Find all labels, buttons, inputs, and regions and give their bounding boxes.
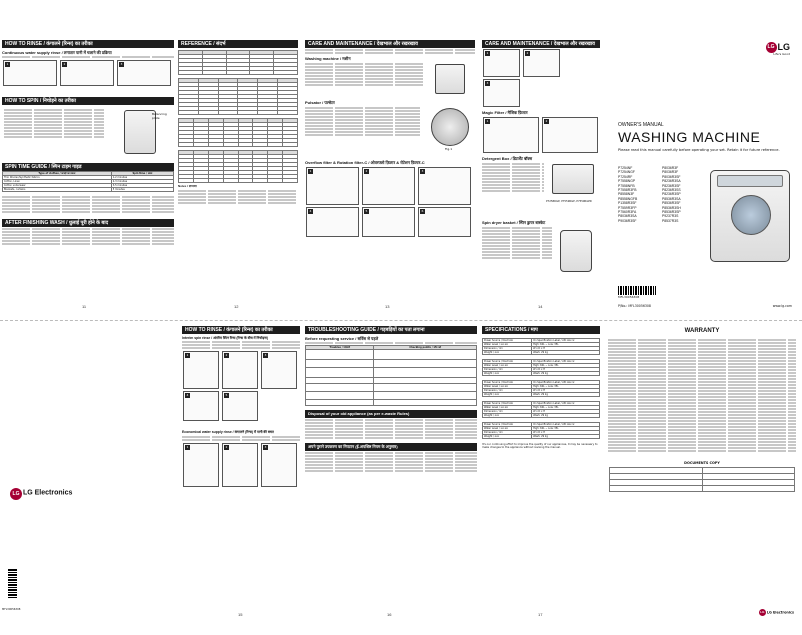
filter-step-1: 1	[306, 167, 359, 205]
model-number: P8537R3S	[662, 218, 679, 223]
spec-value: W x D x H	[532, 410, 600, 414]
model-number: P8236R3SA	[662, 179, 681, 184]
documents-copy-title: DOCUMENTS COPY	[684, 460, 720, 465]
care-step-1: 1	[483, 49, 520, 77]
econ-step-1: 1	[183, 443, 219, 487]
spec-value: High: 60L ~ Low: 35L	[532, 364, 600, 368]
models-col-2	[662, 166, 681, 223]
rinse-step-2: 2	[60, 60, 114, 86]
model-number: P7254NGF	[618, 170, 635, 175]
model-number: P7558R3FB	[618, 188, 637, 193]
spin-time-cell: 3-5 minutes	[111, 184, 173, 188]
after-finishing-header: AFTER FINISHING WASH / धुलाई पूरी होने के बाद	[2, 219, 174, 227]
filter-step-6: 6	[418, 207, 471, 237]
spec-label: Weight / वजन	[483, 351, 532, 355]
spec-value: High: 60L ~ Low: 35L	[532, 343, 600, 347]
lg-logo-mark-3: LG	[760, 610, 765, 614]
econ-step-2: 2	[222, 443, 258, 487]
model-number: P8558NGFB	[618, 196, 638, 201]
overflow-filter-title: Overflow filter & Rotation filter-C / ओवरफ्लो फ़िल्टर & रोटेशन फ़िल्टर-C	[305, 160, 425, 165]
spec-row	[483, 351, 600, 355]
spec-value: On Specification Label / ब्यौरे लेबल पर	[532, 339, 600, 343]
spin-time-header: SPIN TIME GUIDE / स्पिन टाइम गाइड	[2, 163, 174, 171]
lg-electronics-footer	[759, 609, 794, 616]
interim-step-3: 3	[261, 351, 297, 389]
spin-time-cell: Type of clothes / कपड़ों का प्रकार	[3, 172, 112, 176]
care-header-2: CARE AND MAINTENANCE / देखभाल और रखरखाव	[482, 40, 600, 48]
spec-row	[483, 414, 600, 418]
spin-time-cell: Thin Woolen/Synthetic fabrics	[3, 176, 112, 180]
spec-value: W x D x H	[532, 368, 600, 372]
troubleshooting-table	[305, 345, 477, 406]
spin-time-cell: Cotton underwear	[3, 184, 112, 188]
spin-time-cell: Blankets, curtains	[3, 188, 112, 192]
spec-label: Dimension / माप	[483, 368, 532, 372]
spec-value: High: 60L ~ Low: 35L	[532, 385, 600, 389]
model-number: P8558N3F	[618, 192, 635, 197]
model-number: P9036R3SF	[618, 218, 637, 223]
model-number: P8536R3SP	[662, 210, 681, 215]
balancing-plate-label: Balancing plate	[152, 112, 167, 120]
spec-row	[483, 393, 600, 397]
spin-time-cell: 2-3 minutes	[111, 180, 173, 184]
model-number: P7558NGP	[618, 179, 636, 184]
page-15	[182, 326, 300, 620]
warranty-form	[609, 467, 795, 492]
spec-label: Weight / वजन	[483, 393, 532, 397]
filter-step-3: 3	[418, 167, 471, 205]
spec-value: High: 60L ~ Low: 35L	[532, 427, 600, 431]
spec-value: Wash: 29 kg	[532, 372, 600, 376]
spec-value: On Specification Label / ब्यौरे लेबल पर	[532, 360, 600, 364]
page-number: 17	[538, 612, 543, 617]
control-panel	[717, 175, 783, 187]
spin-time-cell: 1-2 minutes	[111, 176, 173, 180]
model-number: P7559R3FP	[618, 205, 637, 210]
page-number: 13	[385, 304, 390, 309]
washing-machine-title: Washing machine / मशीन	[305, 56, 351, 61]
spec-value: On Specification Label / ब्यौरे लेबल पर	[532, 423, 600, 427]
barcode-number-2: MFL30056308	[2, 608, 21, 611]
page-11	[2, 40, 174, 312]
spec-table	[482, 359, 600, 376]
disposal-header-hindi: अपने पुराने उपकरण का निपटान (ई-अपशिष्ट नियम के अनुसार)	[305, 443, 477, 451]
lid-illustration	[731, 195, 771, 235]
magic-filter-step-2: 2	[542, 117, 598, 153]
barcode	[618, 286, 656, 295]
spec-value: W x D x H	[532, 389, 600, 393]
spec-label: Water Level / जल स्तर	[483, 343, 532, 347]
interim-step-4: 4	[183, 391, 219, 421]
tagline: Life's Good	[773, 52, 790, 57]
washer-cover-illustration	[710, 170, 790, 262]
warranty-page	[604, 326, 800, 620]
lg-electronics-footer-text: LG Electronics	[766, 610, 794, 615]
spec-label: Water Level / जल स्तर	[483, 364, 532, 368]
spec-value: W x D x H	[532, 347, 600, 351]
spec-label: Dimension / माप	[483, 431, 532, 435]
barcode-vertical	[8, 568, 17, 598]
reference-table-2	[178, 78, 298, 115]
lg-logo	[766, 42, 790, 57]
spec-label: Water Level / जल स्तर	[483, 385, 532, 389]
spec-label: Power Source / बिजली स्रोत	[483, 423, 532, 427]
pulsator-illustration	[431, 108, 469, 146]
page-14	[482, 40, 600, 312]
spec-value: Wash: 29 kg	[532, 393, 600, 397]
model-number: P8036R3SA	[618, 214, 637, 219]
troubleshooting-header: TROUBLESHOOTING GUIDE / गड़बड़ियों का पता लगाना	[305, 326, 477, 334]
models-col-1	[618, 166, 637, 223]
rinse-header: HOW TO RINSE / कंगालने (रिन्स) का तरीका	[2, 40, 174, 48]
spec-label: Power Source / बिजली स्रोत	[483, 381, 532, 385]
part-number: P/No.: MFL30056308	[618, 304, 651, 308]
spec-value: High: 60L ~ Low: 35L	[532, 406, 600, 410]
spin-instructions	[4, 108, 104, 139]
manual-title-2: WASHING MACHINE	[618, 129, 761, 145]
model-number: P8536R3SF	[662, 201, 681, 206]
spin-time-cell: Cotton, Linen	[3, 180, 112, 184]
model-number: P8236R3SF	[662, 183, 681, 188]
fold-divider	[0, 320, 802, 321]
lg-electronics-text: LG Electronics	[22, 489, 73, 497]
pulsator-title: Pulsator / पल्सेटर	[305, 100, 335, 105]
model-number: P8236R3SP	[662, 192, 681, 197]
model-number: P7560R3FA	[618, 210, 637, 215]
warranty-header: WARRANTY	[684, 328, 720, 334]
magic-filter-title: Magic Filter / मैजिक फ़िल्टर	[482, 110, 528, 115]
model-number: P9237R3S	[662, 214, 679, 219]
econ-step-3: 3	[261, 443, 297, 487]
reference-table-1	[178, 50, 298, 75]
page-13	[305, 40, 475, 312]
page-number: 16	[387, 612, 392, 617]
model-number: P1358R3SF	[618, 201, 637, 206]
intro-text: Please read this manual carefully before operating your set. Retain it for future reference.	[618, 148, 780, 152]
washer-illustration	[435, 64, 465, 94]
col-troubles: Troubles / परेशानी	[306, 346, 374, 350]
spec-label: Dimension / माप	[483, 347, 532, 351]
spec-table	[482, 401, 600, 418]
back-cover	[2, 326, 174, 620]
spec-value: Wash: 29 kg	[532, 414, 600, 418]
website: www.lg.com	[772, 304, 792, 308]
models-note: P7258RGP, P7559RGP, P7559RGPR	[546, 200, 592, 203]
spin-time-cell: 5 minutes	[111, 188, 173, 192]
filter-step-5: 5	[362, 207, 415, 237]
brand-name: LG	[777, 42, 790, 52]
model-number: P7254NF	[618, 166, 633, 170]
spec-table	[482, 422, 600, 439]
model-number: P8536R3SH	[662, 205, 681, 210]
barcode-number: MFL30056308	[618, 295, 640, 299]
model-number: P8236R3SS	[662, 188, 681, 193]
page-16	[305, 326, 477, 620]
model-number: P7254RF	[618, 174, 633, 179]
spec-label: Weight / वजन	[483, 414, 532, 418]
detergent-box-title: Detergent Box / डिटर्जेंट बॉक्स	[482, 156, 533, 161]
spec-row	[483, 435, 600, 439]
spec-label: Water Level / जल स्तर	[483, 406, 532, 410]
spec-row	[483, 372, 600, 376]
filter-step-2: 2	[362, 167, 415, 205]
spin-time-table	[2, 171, 174, 192]
filter-step-4: 4	[306, 207, 359, 237]
spin-time-cell: Spin time / समय	[111, 172, 173, 176]
model-number: P8036R3F	[662, 166, 679, 170]
spec-label: Power Source / बिजली स्रोत	[483, 339, 532, 343]
spin-header: HOW TO SPIN / निचोड़ने का तरीका	[2, 97, 174, 105]
spec-table	[482, 338, 600, 355]
reference-table-3	[178, 118, 298, 147]
care-header: CARE AND MAINTENANCE / देखभाल और रखरखाव	[305, 40, 475, 48]
care-step-3: 3	[483, 79, 520, 107]
continuous-rinse-title: Continuous water supply rinse / लगातार पानी में चलाने की प्रक्रिया	[2, 50, 112, 55]
disposal-header: Disposal of your old appliance (as per e-waste Rules)	[305, 410, 477, 418]
page-number: 11	[82, 304, 87, 309]
magic-filter-step-1: 1	[483, 117, 539, 153]
spec-value: On Specification Label / ब्यौरे लेबल पर	[532, 381, 600, 385]
model-number: P8036R3F	[662, 170, 679, 175]
spec-label: Power Source / बिजली स्रोत	[483, 402, 532, 406]
reference-header: REFERENCE / संदर्भ	[178, 40, 298, 48]
detergent-box-illustration	[552, 164, 594, 194]
spec-value: On Specification Label / ब्यौरे लेबल पर	[532, 402, 600, 406]
reference-table-4	[178, 150, 298, 183]
interim-step-2: 2	[222, 351, 258, 389]
notes-title: Notes / टिप्पणी	[178, 185, 197, 188]
rinse-step-1: 1	[3, 60, 57, 86]
page-12	[178, 40, 298, 312]
spec-value: Wash: 29 kg	[532, 351, 600, 355]
interim-spin-title: Interim spin rinse / अंतरिम स्पिन रिन्स (रिन्स के बीच में निचोड़ना)	[182, 336, 269, 340]
spec-label: Weight / वजन	[483, 435, 532, 439]
page-17	[482, 326, 600, 620]
spec-label: Water Level / जल स्तर	[483, 427, 532, 431]
rinse-step-3: 3	[117, 60, 171, 86]
before-service-title: Before requesting service / सर्विस से पहले	[305, 336, 379, 341]
page-number: 14	[538, 304, 543, 309]
page-number: 15	[238, 612, 243, 617]
spec-label: Dimension / माप	[483, 410, 532, 414]
spec-value: Wash: 29 kg	[532, 435, 600, 439]
cover-page	[604, 40, 800, 312]
specifications-header: SPECIFICATIONS / माप	[482, 326, 600, 334]
interim-step-1: 1	[183, 351, 219, 389]
spin-dryer-title: Spin dryer basket / स्पिन ड्रायर बास्केट	[482, 220, 546, 225]
economical-rinse-title: Economical water supply rinse / कंगालने (रिन्स) में पानी की बचत	[182, 430, 274, 435]
spec-label: Weight / वजन	[483, 372, 532, 376]
col-checking: Checking points / जाँच करें	[374, 346, 477, 350]
spec-table	[482, 380, 600, 397]
fig-label: Fig.1	[445, 147, 453, 151]
model-number: P8036R3SF	[662, 174, 681, 179]
spin-time-row	[3, 188, 174, 192]
improvement-note: It's our continuing effort to improve the quality of our appliances, it may be necessary to make changes to the appliance without revising the manual.	[482, 443, 598, 450]
model-number: P8536R3SA	[662, 196, 681, 201]
manual-title-1: OWNER'S MANUAL	[618, 122, 664, 128]
spin-basket-illustration	[560, 230, 592, 272]
care-step-2: 2	[523, 49, 560, 77]
lg-electronics-logo	[10, 488, 72, 500]
model-number: P7558NFB	[618, 183, 635, 188]
rinse-header-2: HOW TO RINSE / कंगालने (रिन्स) का तरीका	[182, 326, 300, 334]
spec-blocks	[482, 338, 600, 439]
lg-logo-mark-2: LG	[10, 488, 22, 500]
lg-logo-mark: LG	[766, 42, 777, 53]
spec-label: Power Source / बिजली स्रोत	[483, 360, 532, 364]
spec-label: Dimension / माप	[483, 389, 532, 393]
spec-value: W x D x H	[532, 431, 600, 435]
page-number: 12	[234, 304, 239, 309]
interim-step-5: 5	[222, 391, 258, 421]
